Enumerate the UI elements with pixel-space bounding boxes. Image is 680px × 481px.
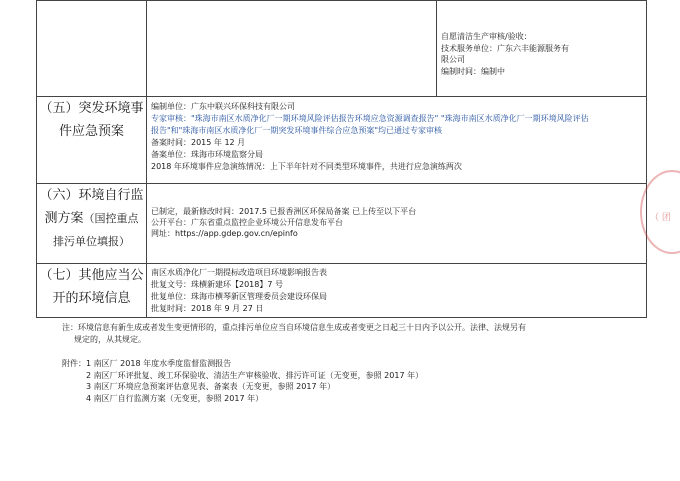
table-row	[37, 264, 647, 318]
filing-time-line: 备案时间：2015 年 12 月	[151, 138, 246, 147]
service-unit-line: 技术服务单位：广东六丰能源服务有	[441, 43, 569, 53]
audit-line: 自愿清洁生产审核/验收：	[441, 32, 532, 41]
website-line[interactable]: 网址：https://app.gdep.gov.cn/epinfo	[151, 229, 298, 238]
drill-line: 2018 年环境事件应急演练情况：上下半年针对不同类型环境事件，共进行应急演练两次	[151, 162, 462, 171]
top-right-cell	[437, 1, 647, 97]
monitoring-plan-content	[147, 184, 647, 264]
seal-stamp: （ 团	[640, 170, 680, 254]
attachments-list	[62, 358, 642, 404]
attachment-item: 4 南区厂自行监测方案（无变更，参照 2017 年）	[86, 393, 264, 403]
emergency-plan-label: （五）突发环境事 件应急预案	[37, 97, 147, 184]
monitoring-status-line: 已制定，最新修改时间：2017.5 已报香洲区环保局备案 已上传至以下平台	[151, 207, 417, 216]
approval-number-line: 批复文号：珠横新建环【2018】7 号	[151, 280, 283, 289]
table-row	[37, 184, 647, 264]
footnote-line-cont: 规定的，从其规定。	[74, 335, 146, 344]
footnote-line: 注：环境信息有新生成或者发生变更情形的，重点排污单位应当自环境信息生成或者变更之日起三十日内予以公开。法律、法规另有	[62, 323, 526, 332]
attachment-item: 1 南区厂 2018 年度水季度监督监测报告	[86, 359, 232, 368]
attachments-heading: 附件：	[62, 359, 86, 368]
empty-label-cell	[37, 1, 147, 97]
emergency-plan-content	[147, 97, 647, 184]
monitoring-plan-label: （六）环境自行监 测方案（国控重点 排污单位填报）	[37, 184, 147, 264]
empty-middle-cell	[147, 1, 437, 97]
service-unit-line-cont: 限公司	[441, 55, 465, 64]
approval-unit-line: 批复单位：珠海市横琴新区管理委员会建设环保局	[151, 292, 327, 301]
filing-unit-line: 备案单位：珠海市环境监察分局	[151, 150, 263, 159]
expert-review-line-cont: 报告"和"珠海市南区水质净化厂一期突发环境事件综合应急预案"均已通过专家审核	[151, 126, 443, 135]
footnote	[62, 322, 642, 346]
other-info-content	[147, 264, 647, 318]
compile-time-line: 编制时间：编制中	[441, 66, 505, 76]
approval-time-line: 批复时间：2018 年 9 月 27 日	[151, 304, 264, 313]
platform-line: 公开平台：广东省重点监控企业环境公开信息发布平台	[151, 218, 343, 227]
info-table	[36, 0, 647, 318]
compile-unit-line: 编制单位：广东中联兴环保科技有限公司	[151, 102, 295, 111]
attachment-item: 2 南区厂环评批复、竣工环保验收、清洁生产审核验收、排污许可证（无变更，参照 2017 年）	[86, 370, 424, 380]
table-row	[37, 1, 647, 97]
expert-review-line: 专家审核："珠海市南区水质净化厂一期环境风险评估报告环境应急资源调查报告" "珠海市南区水质净化厂一期环境风险评估	[151, 114, 589, 123]
eia-report-line: 南区水质净化厂一期提标改造项目环境影响报告表	[151, 268, 327, 277]
table-row	[37, 97, 647, 184]
attachment-item: 3 南区厂环境应急预案评估意见表、备案表（无变更，参照 2017 年）	[86, 382, 336, 391]
other-info-label: （七）其他应当公 开的环境信息	[37, 264, 147, 318]
